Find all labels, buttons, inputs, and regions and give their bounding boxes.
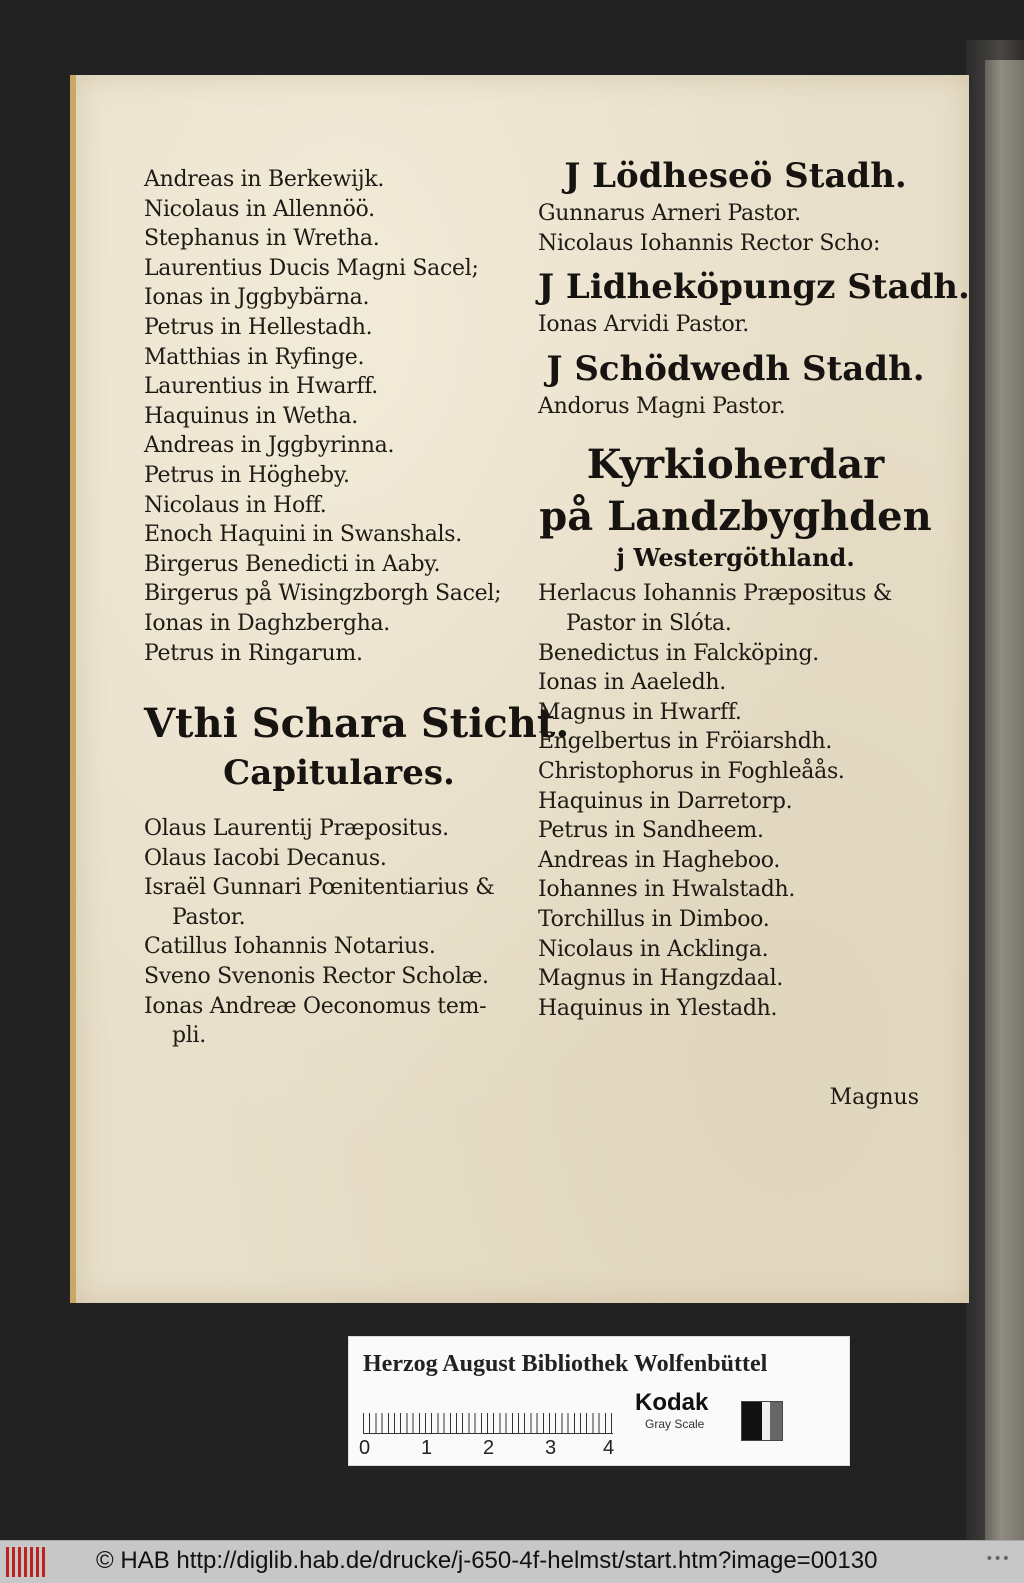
westergothland-entries — [538, 579, 933, 1023]
section-heading-kyrkioherdar: Kyrkioherdar — [586, 441, 885, 489]
list-item: Ionas Andreæ Oeconomus tem- — [144, 993, 487, 1019]
gray-swatch — [741, 1401, 783, 1441]
lodheseo-entries — [538, 199, 933, 258]
list-item: Enoch Haquini in Swanshals. — [144, 522, 462, 548]
list-item: Engelbertus in Fröiarshdh. — [538, 729, 833, 755]
list-item: Israël Gunnari Pœnitentiarius & — [144, 875, 495, 901]
list-item: Petrus in Hellestadh. — [144, 314, 373, 340]
schodwedh-entries — [538, 392, 933, 422]
hab-logo-icon — [6, 1547, 46, 1577]
section-heading-landzbyghden: på Landzbyghden — [539, 493, 932, 541]
list-item: Catillus Iohannis Notarius. — [144, 934, 436, 960]
list-item: Olaus Iacobi Decanus. — [144, 845, 387, 871]
list-item: Ionas Arvidi Pastor. — [538, 312, 749, 338]
list-item: Christophorus in Foghleåås. — [538, 758, 845, 784]
list-item: Olaus Laurentij Præpositus. — [144, 816, 449, 842]
list-item: Haquinus in Wetha. — [144, 403, 358, 429]
list-item: Magnus in Hangzdaal. — [538, 966, 784, 992]
ruler-number: 0 — [359, 1437, 371, 1459]
list-item: Ionas in Daghzbergha. — [144, 610, 390, 636]
book-page — [70, 75, 969, 1303]
list-item: Torchillus in Dimboo. — [538, 906, 770, 932]
list-item: Petrus in Högheby. — [144, 462, 350, 488]
list-item: Nicolaus in Hoff. — [144, 492, 327, 518]
list-item: Andreas in Hagheboo. — [538, 847, 781, 873]
list-item: Ionas in Jggbybärna. — [144, 285, 370, 311]
kodak-logo: Kodak — [635, 1389, 709, 1416]
section-heading-lidhekopungz: J Lidheköpungz Stadh. — [538, 267, 970, 308]
lidhekopungz-entries — [538, 310, 933, 340]
more-icon[interactable]: ••• — [985, 1551, 1010, 1567]
section-heading-westergothland: j Westergöthland. — [616, 543, 855, 573]
section-subheading-capitulares: Capitulares. — [223, 753, 455, 794]
ruler-number: 4 — [603, 1437, 615, 1459]
color-target-card — [348, 1336, 850, 1466]
list-item: Iohannes in Hwalstadh. — [538, 877, 796, 903]
footer-url[interactable]: © HAB http://diglib.hab.de/drucke/j-650-4f-helmst/start.htm?image=00130 — [96, 1547, 878, 1574]
library-name: Herzog August Bibliothek Wolfenbüttel — [363, 1351, 768, 1377]
list-item: Gunnarus Arneri Pastor. — [538, 201, 801, 226]
list-item: Magnus in Hwarff. — [538, 699, 742, 725]
list-item: Haquinus in Darretorp. — [538, 788, 793, 814]
list-item: Pastor. — [172, 904, 246, 930]
list-item: Andreas in Berkewijk. — [144, 167, 385, 192]
list-item: Petrus in Ringarum. — [144, 640, 363, 666]
scale-ruler — [363, 1395, 613, 1434]
list-item: Sveno Svenonis Rector Scholæ. — [144, 964, 489, 990]
right-column — [538, 153, 970, 1023]
section-heading-schara: Vthi Schara Sticht. — [144, 700, 570, 748]
list-item: Ionas in Aaeledh. — [538, 670, 726, 696]
footer-bar — [0, 1540, 1024, 1583]
list-item: Matthias in Ryfinge. — [144, 344, 365, 370]
left-entry-list — [144, 165, 534, 668]
catchword: Magnus — [829, 1085, 919, 1110]
section-heading-lodheseo: J Lödheseö Stadh. — [564, 156, 907, 196]
list-item: Birgerus Benedicti in Aaby. — [144, 551, 441, 577]
list-item: Herlacus Iohannis Præpositus & — [538, 581, 893, 607]
list-item: Petrus in Sandheem. — [538, 818, 764, 844]
list-item: Laurentius Ducis Magni Sacel; — [144, 255, 479, 281]
list-item: Benedictus in Falcköping. — [538, 640, 819, 666]
list-item: Birgerus på Wisingzborgh Sacel; — [144, 581, 502, 607]
left-column — [144, 165, 570, 1051]
list-item: Laurentius in Hwarff. — [144, 374, 378, 400]
section-heading-schodwedh: J Schödwedh Stadh. — [546, 348, 925, 389]
list-item: Nicolaus in Acklinga. — [538, 936, 769, 962]
list-item: Stephanus in Wretha. — [144, 226, 380, 252]
list-item: Nicolaus in Allennöö. — [144, 196, 375, 222]
list-item: Pastor in Slóta. — [566, 610, 732, 636]
list-item: Andreas in Jggbyrinna. — [144, 433, 395, 459]
list-item: pli. — [172, 1023, 206, 1049]
ruler-number: 2 — [483, 1437, 495, 1459]
gray-scale-label: Gray Scale — [645, 1417, 705, 1431]
list-item: Haquinus in Ylestadh. — [538, 995, 778, 1021]
ruler-number: 3 — [545, 1437, 557, 1459]
capitulares-list — [144, 814, 534, 1051]
list-item: Andorus Magni Pastor. — [538, 393, 786, 419]
next-page-edge — [985, 60, 1024, 1540]
list-item: Nicolaus Iohannis Rector Scho: — [538, 230, 881, 256]
ruler-number: 1 — [421, 1437, 433, 1459]
